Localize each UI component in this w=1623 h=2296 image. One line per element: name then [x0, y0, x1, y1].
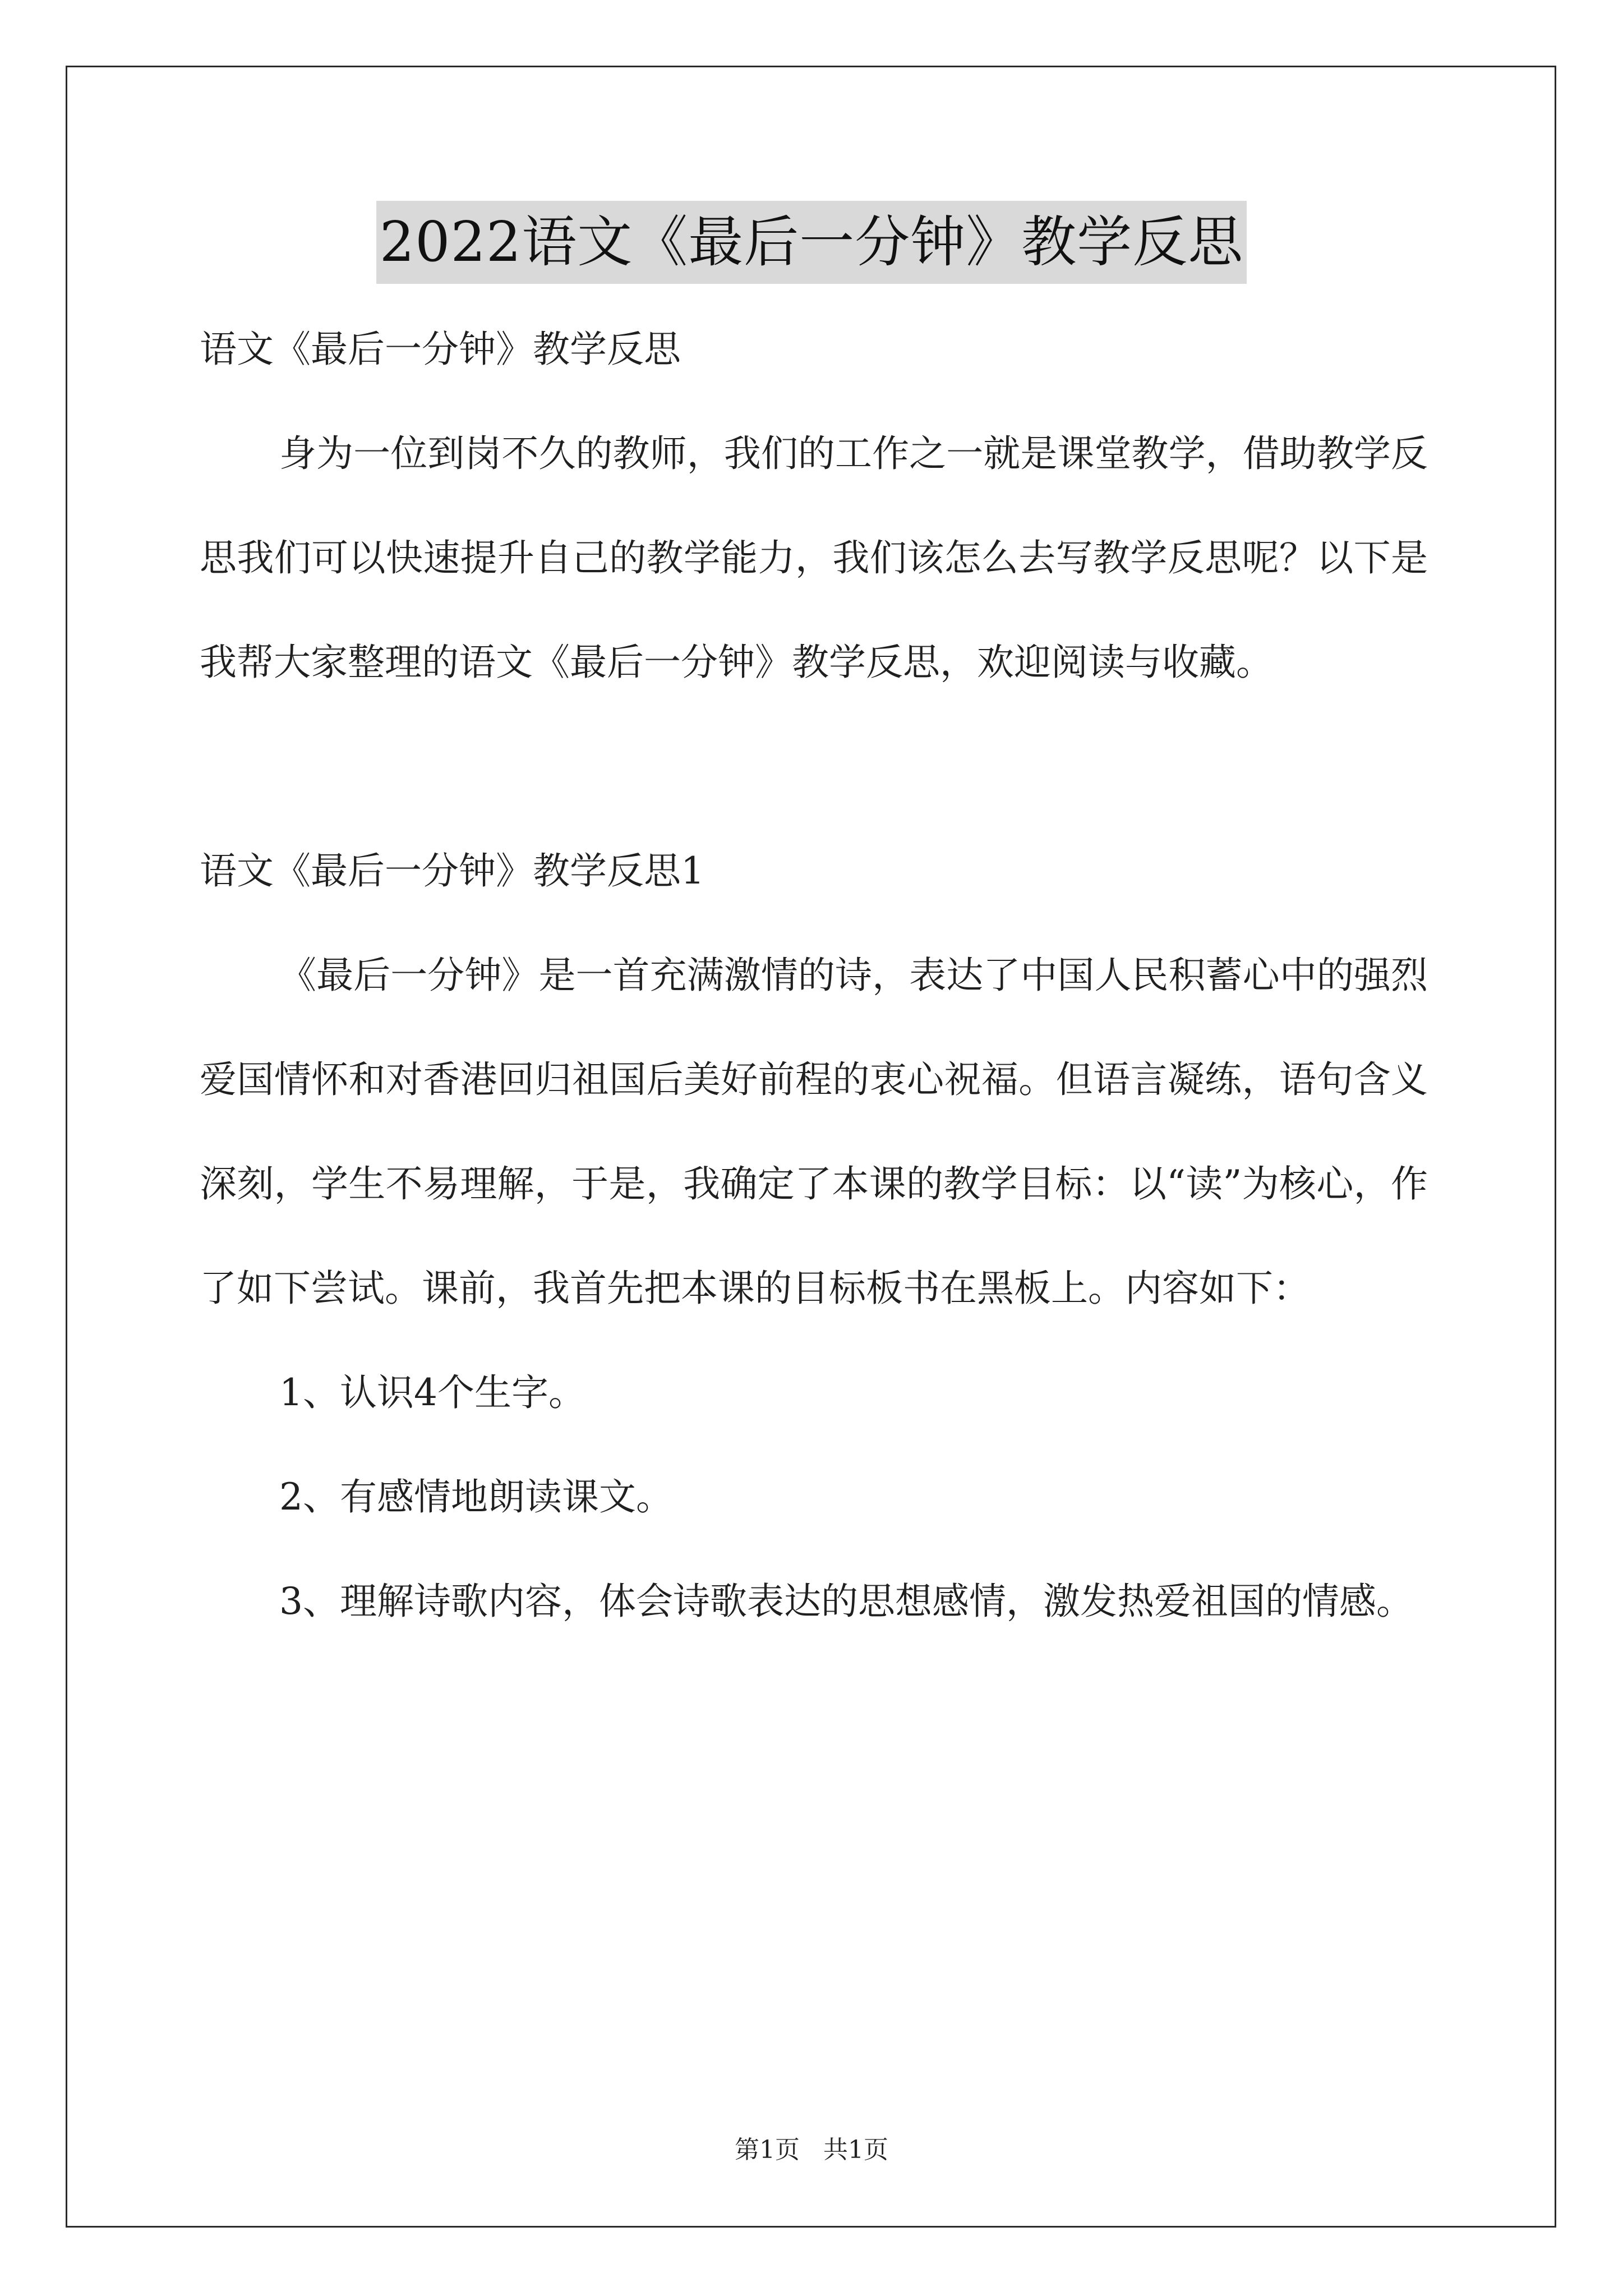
- goal-item-2: 2、有感情地朗读课文。: [279, 1475, 673, 1519]
- goal-item-1: 1、认识4个生字。: [279, 1371, 585, 1414]
- section-heading: 语文《最后一分钟》教学反思1: [200, 849, 704, 892]
- intro-paragraph: 身为一位到岗不久的教师，我们的工作之一就是课堂教学，借助教学反思我们可以快速提升自己的教学能力，我们该怎么去写教学反思呢？以下是我帮大家整理的语文《最后一分钟》教学反思，欢迎阅读与收藏。: [200, 432, 1428, 684]
- title-container: [0, 201, 1623, 284]
- document-title: 2022语文《最后一分钟》教学反思: [376, 201, 1247, 284]
- section-paragraph: 《最后一分钟》是一首充满激情的诗，表达了中国人民积蓄心中的强烈爱国情怀和对香港回归祖国后美好前程的衷心祝福。但语言凝练，语句含义深刻，学生不易理解，于是，我确定了本课的教学目标：以“读”为核心，作了如下尝试。课前，我首先把本课的目标板书在黑板上。内容如下：: [200, 954, 1428, 1310]
- subtitle: 语文《最后一分钟》教学反思: [200, 328, 681, 371]
- paragraph-gap: [200, 715, 1428, 819]
- document-body: [200, 297, 1428, 1654]
- goal-item-3: 3、理解诗歌内容，体会诗歌表达的思想感情，激发热爱祖国的情感。: [279, 1580, 1413, 1623]
- page-footer: 第1页 共1页: [735, 2136, 888, 2164]
